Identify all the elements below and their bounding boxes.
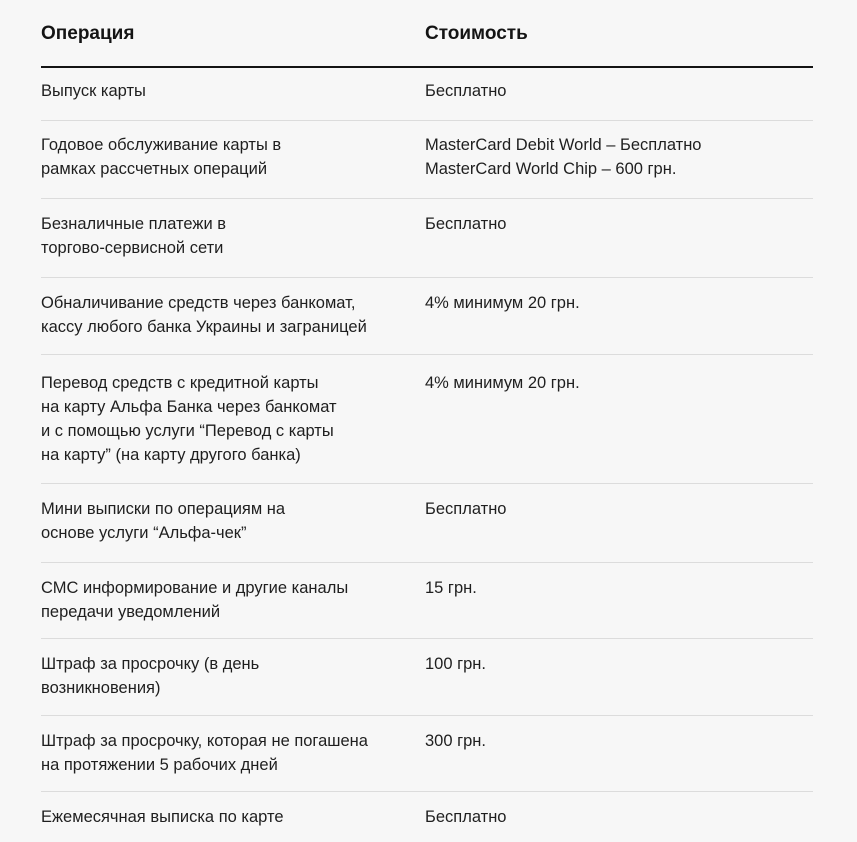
operation-text: Обналичивание средств через банкомат,: [41, 294, 356, 312]
operation-text: возникновения): [41, 679, 161, 697]
cost-cell: [425, 371, 813, 395]
tariff-table: [41, 0, 813, 842]
cost-text: Бесплатно: [425, 808, 507, 826]
cost-text: 100 грн.: [425, 655, 487, 673]
cost-cell: [425, 652, 813, 676]
operation-text: основе услуги “Альфа-чек”: [41, 524, 247, 542]
operation-text: на карту” (на карту другого банка): [41, 446, 301, 464]
header-operation: Операция: [41, 23, 135, 44]
cost-cell: [425, 133, 813, 181]
cost-text: MasterCard World Chip – 600 грн.: [425, 160, 677, 178]
operation-text: торгово-сервисной сети: [41, 239, 224, 257]
table-row: [41, 639, 813, 716]
operation-text: Выпуск карты: [41, 82, 146, 100]
operation-text: СМС информирование и другие каналы: [41, 579, 349, 597]
operation-cell: [41, 729, 411, 777]
cost-cell: [425, 497, 813, 521]
cost-text: 4% минимум 20 грн.: [425, 294, 580, 312]
cost-text: Бесплатно: [425, 215, 507, 233]
operation-cell: [41, 805, 411, 829]
cost-cell: [425, 576, 813, 600]
operation-cell: [41, 497, 411, 545]
operation-cell: [41, 212, 411, 260]
cost-cell: [425, 291, 813, 315]
operation-cell: [41, 652, 411, 700]
operation-text: Ежемесячная выписка по карте: [41, 808, 284, 826]
operation-text: рамках рассчетных операций: [41, 160, 268, 178]
cost-text: MasterCard Debit World – Бесплатно: [425, 136, 702, 154]
table-row: [41, 121, 813, 199]
operation-text: на карту Альфа Банка через банкомат: [41, 398, 337, 416]
cost-text: 15 грн.: [425, 579, 477, 597]
cost-cell: [425, 729, 813, 753]
operation-text: Штраф за просрочку (в день: [41, 655, 260, 673]
cost-cell: [425, 212, 813, 236]
operation-cell: [41, 133, 411, 181]
cost-text: Бесплатно: [425, 500, 507, 518]
operation-text: Штраф за просрочку, которая не погашена: [41, 732, 368, 750]
table-row: [41, 278, 813, 355]
operation-text: кассу любого банка Украины и заграницей: [41, 318, 367, 336]
cost-text: 300 грн.: [425, 732, 487, 750]
table-row: [41, 355, 813, 484]
table-body: [41, 68, 813, 842]
operation-cell: [41, 79, 411, 103]
cost-cell: [425, 805, 813, 829]
table-row: [41, 563, 813, 639]
table-row: [41, 199, 813, 278]
operation-text: на протяжении 5 рабочих дней: [41, 756, 278, 774]
table-row: [41, 484, 813, 563]
operation-text: Мини выписки по операциям на: [41, 500, 286, 518]
operation-cell: [41, 576, 411, 624]
operation-text: Перевод средств с кредитной карты: [41, 374, 319, 392]
cost-text: Бесплатно: [425, 82, 507, 100]
operation-cell: [41, 371, 411, 467]
operation-text: Безналичные платежи в: [41, 215, 227, 233]
cost-cell: [425, 79, 813, 103]
operation-text: Годовое обслуживание карты в: [41, 136, 282, 154]
operation-text: передачи уведомлений: [41, 603, 221, 621]
table-header: [41, 0, 813, 68]
cost-text: 4% минимум 20 грн.: [425, 374, 580, 392]
table-row: [41, 792, 813, 842]
operation-cell: [41, 291, 411, 339]
operation-text: и с помощью услуги “Перевод с карты: [41, 422, 334, 440]
table-row: [41, 716, 813, 792]
header-cost: Стоимость: [425, 23, 528, 44]
table-row: [41, 68, 813, 121]
